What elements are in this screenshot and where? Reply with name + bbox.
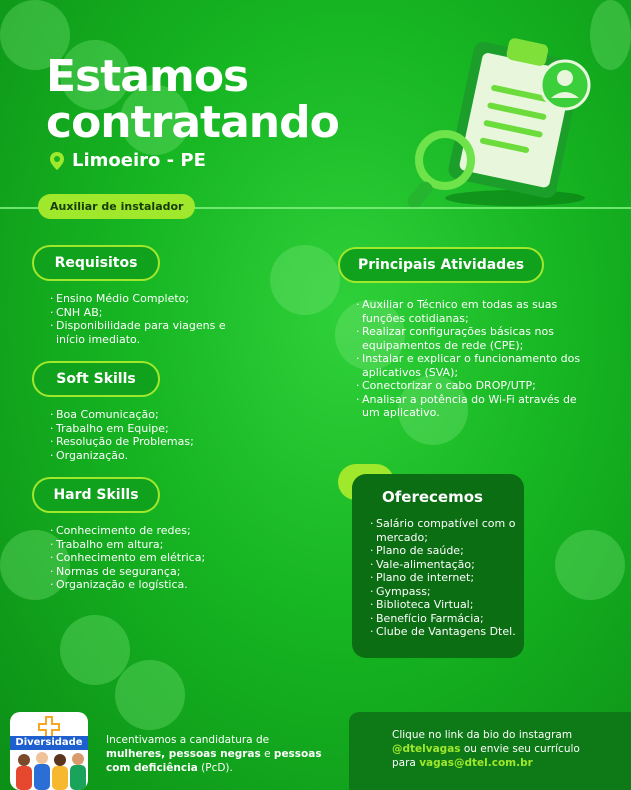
clipboard-illustration (405, 30, 605, 210)
email-link[interactable]: vagas@dtel.com.br (419, 757, 533, 769)
list-item: · Plano de internet; (370, 571, 518, 585)
watermark-circle (60, 615, 130, 685)
watermark-circle (270, 245, 340, 315)
list-item: · CNH AB; (50, 306, 235, 320)
location (50, 150, 206, 171)
list-item: · Normas de segurança; (50, 565, 250, 579)
list-item: · Gympass; (370, 585, 518, 599)
role-tag: Auxiliar de instalador (38, 194, 195, 219)
list-item: · Analisar a potência do Wi-Fi através de um aplicativo. (356, 393, 596, 420)
requisitos-heading: Requisitos (32, 245, 160, 281)
list-item: · Biblioteca Virtual; (370, 598, 518, 612)
watermark-circle (555, 530, 625, 600)
cta-line-3: para vagas@dtel.com.br (392, 757, 533, 769)
people-illustration (10, 750, 88, 790)
list-item: · Ensino Médio Completo; (50, 292, 235, 306)
diversity-label: Diversidade (10, 736, 88, 750)
list-item: · Instalar e explicar o funcionamento dos aplicativos (SVA); (356, 352, 596, 379)
contact-text (392, 728, 622, 770)
list-item: · Conhecimento em elétrica; (50, 551, 250, 565)
list-item: · Conectorizar o cabo DROP/UTP; (356, 379, 596, 393)
list-item: · Trabalho em Equipe; (50, 422, 250, 436)
list-item: · Salário compatível com o mercado; (370, 517, 518, 544)
soft-skills-list (50, 408, 250, 462)
hard-skills-list (50, 524, 250, 592)
list-item: · Plano de saúde; (370, 544, 518, 558)
oferecemos-list (370, 517, 518, 639)
plus-icon (38, 716, 60, 738)
list-item: · Clube de Vantagens Dtel. (370, 625, 518, 639)
list-item: · Organização e logística. (50, 578, 250, 592)
soft-skills-heading: Soft Skills (32, 361, 160, 397)
incentive-line-1: Incentivamos a candidatura de (106, 734, 270, 746)
list-item: · Realizar configurações básicas nos equipamentos de rede (CPE); (356, 325, 596, 352)
list-item: · Boa Comunicação; (50, 408, 250, 422)
cta-line-2: @dtelvagas ou envie seu currículo (392, 743, 580, 755)
list-item: · Conhecimento de redes; (50, 524, 250, 538)
diversity-incentive-text (106, 733, 336, 775)
requisitos-list (50, 292, 235, 346)
list-item: · Resolução de Problemas; (50, 435, 250, 449)
list-item: · Benefício Farmácia; (370, 612, 518, 626)
list-item: · Organização. (50, 449, 250, 463)
page-title (46, 51, 339, 148)
watermark-circle (115, 660, 185, 730)
list-item: · Trabalho em altura; (50, 538, 250, 552)
list-item: · Vale-alimentação; (370, 558, 518, 572)
atividades-list (356, 298, 596, 420)
location-pin-icon (50, 152, 64, 170)
incentive-line-3: com deficiência (PcD). (106, 762, 233, 774)
location-text: Limoeiro - PE (72, 150, 206, 171)
atividades-heading: Principais Atividades (338, 247, 544, 283)
list-item: · Disponibilidade para viagens e início imediato. (50, 319, 235, 346)
title-line-2: contratando (46, 97, 339, 148)
incentive-line-2: mulheres, pessoas negras e pessoas (106, 748, 322, 760)
instagram-handle-link[interactable]: @dtelvagas (392, 743, 461, 755)
title-line-1: Estamos (46, 51, 249, 102)
oferecemos-heading: Oferecemos (382, 488, 483, 506)
diversity-badge (10, 712, 88, 790)
cta-line-1: Clique no link da bio do instagram (392, 729, 573, 741)
hard-skills-heading: Hard Skills (32, 477, 160, 513)
list-item: · Auxiliar o Técnico em todas as suas funções cotidianas; (356, 298, 596, 325)
